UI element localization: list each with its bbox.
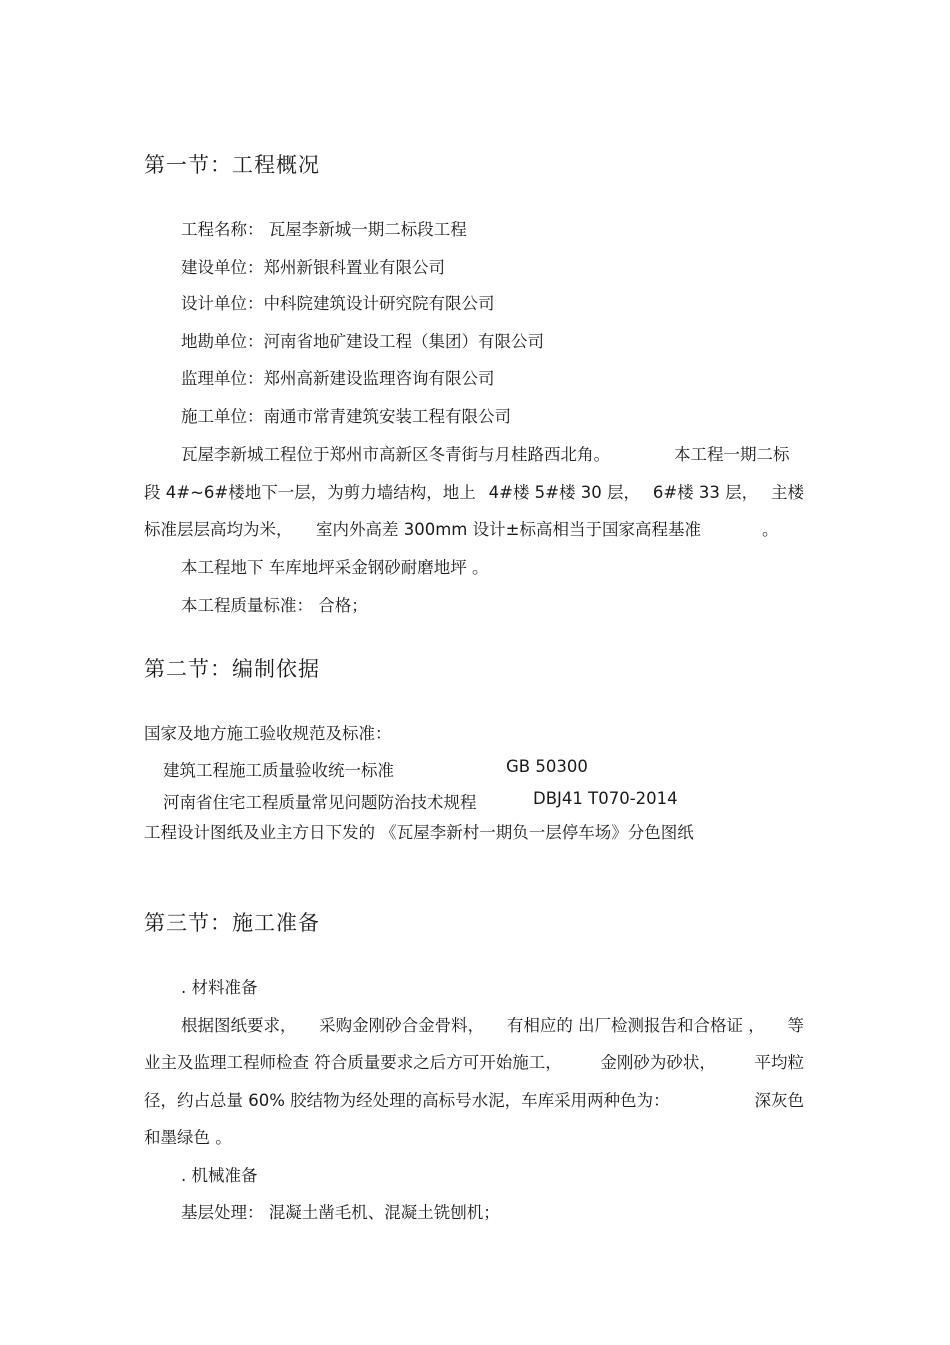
material-line-3-part: 径，约占总量 60% 胶结物为经处理的高标号水泥，车库采用两种色为： xyxy=(144,1091,670,1110)
section-3-heading: 第三节：施工准备 xyxy=(144,911,320,935)
desc-line-2-part: 段 4#~6#楼地下一层，为剪力墙结构，地上 xyxy=(144,483,476,502)
project-name: 工程名称： 瓦屋李新城一期二标段工程 xyxy=(181,220,467,239)
material-line-2-part: 金刚砂为砂状， xyxy=(600,1053,716,1072)
quality-standard: 本工程质量标准： 合格； xyxy=(181,596,368,615)
material-line-1 xyxy=(181,1012,804,1036)
base-treatment: 基层处理： 混凝土凿毛机、混凝土铣刨机； xyxy=(181,1203,500,1222)
desc-line-2-part: 主楼 xyxy=(771,483,804,502)
desc-line-3b: 室内外高差 300mm 设计±标高相当于国家高程基准 xyxy=(316,520,701,539)
supervision-unit: 监理单位：郑州高新建设监理咨询有限公司 xyxy=(181,369,495,388)
desc-line-3c: 。 xyxy=(762,520,779,539)
machinery-prep-heading: . 机械准备 xyxy=(181,1166,258,1185)
material-line-4: 和墨绿色 。 xyxy=(144,1128,232,1147)
desc-line-2 xyxy=(144,479,804,503)
reference-code-2: DBJ41 T070-2014 xyxy=(533,789,678,808)
material-line-3-part: 深灰色 xyxy=(754,1091,804,1110)
desc-line-1b: 本工程一期二标 xyxy=(674,445,790,464)
floor-description: 本工程地下 车库地坪采金钢砂耐磨地坪 。 xyxy=(181,558,489,577)
drawing-reference: 工程设计图纸及业主方日下发的 《瓦屋李新村一期负一层停车场》分色图纸 xyxy=(144,823,694,842)
reference-code-1: GB 50300 xyxy=(506,757,588,776)
desc-line-2-part: 6#楼 33 层， xyxy=(652,483,759,502)
section-2-heading: 第二节：编制依据 xyxy=(144,657,320,681)
design-unit: 设计单位：中科院建筑设计研究院有限公司 xyxy=(181,294,495,313)
standards-intro: 国家及地方施工验收规范及标准： xyxy=(144,724,392,743)
desc-line-2-part: 4#楼 5#楼 30 层， xyxy=(488,483,640,502)
desc-line-3a: 标准层层高均为米， xyxy=(144,520,293,539)
material-line-3 xyxy=(144,1087,804,1111)
material-line-2 xyxy=(144,1049,804,1073)
survey-unit: 地勘单位：河南省地矿建设工程（集团）有限公司 xyxy=(181,332,544,351)
construction-unit: 施工单位：南通市常青建筑安装工程有限公司 xyxy=(181,407,511,426)
material-line-1-part: 采购金刚砂合金骨料， xyxy=(319,1016,485,1035)
reference-name-1: 建筑工程施工质量验收统一标准 xyxy=(163,761,394,780)
material-prep-heading: . 材料准备 xyxy=(181,978,258,997)
material-line-2-part: 业主及监理工程师检查 符合质量要求之后方可开始施工， xyxy=(144,1053,562,1072)
material-line-2-part: 平均粒 xyxy=(754,1053,804,1072)
client-unit: 建设单位：郑州新银科置业有限公司 xyxy=(181,258,445,277)
material-line-1-part: 等 xyxy=(787,1016,804,1035)
material-line-1-part: 有相应的 出厂检测报告和合格证 ， xyxy=(506,1016,765,1035)
reference-name-2: 河南省住宅工程质量常见问题防治技术规程 xyxy=(163,793,477,812)
material-line-1-part: 根据图纸要求， xyxy=(181,1016,297,1035)
section-1-heading: 第一节：工程概况 xyxy=(144,153,320,177)
desc-line-1a: 瓦屋李新城工程位于郑州市高新区冬青街与月桂路西北角。 xyxy=(181,445,610,464)
